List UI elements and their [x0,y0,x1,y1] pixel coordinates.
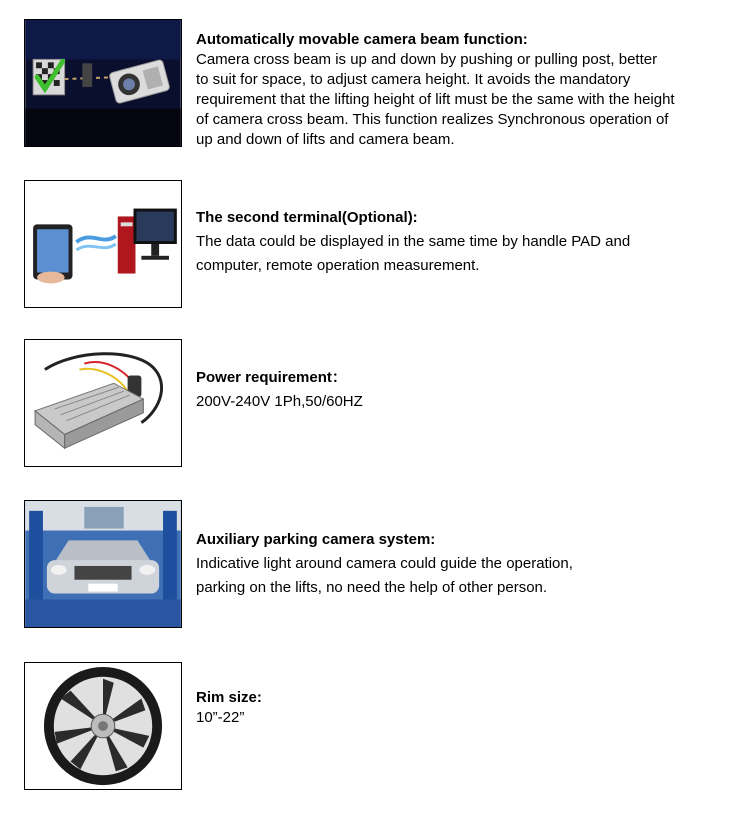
feature-description-line: to suit for space, to adjust camera height. It avoids the mandatory [196,71,631,88]
car-on-lift-icon [25,501,181,627]
feature-title: Power requirement： [196,369,347,386]
tablet-computer-image [24,180,182,308]
camera-beam-image [24,19,182,147]
feature-title: Rim size: [196,689,262,706]
feature-description-line: parking on the lifts, no need the help of other person. [196,579,548,596]
feature-description-line: of camera cross beam. This function realizes Synchronous operation of [196,111,669,128]
wheel-rim-image [24,662,182,790]
feature-title: Auxiliary parking camera system: [196,531,436,548]
feature-description-line: Camera cross beam is up and down by pushing or pulling post, better [196,51,658,68]
car-on-lift-image [24,500,182,628]
feature-description-line: Indicative light around camera could guide the operation, [196,555,573,572]
feature-description-line: up and down of lifts and camera beam. [196,131,455,148]
power-supply-icon [25,340,181,466]
feature-description-line: requirement that the lifting height of lift must be the same with the height [196,91,675,108]
wheel-rim-icon [25,663,181,789]
feature-description-line: 10”-22” [196,709,245,726]
camera-beam-icon [25,20,181,146]
feature-description-line: The data could be displayed in the same time by handle PAD and [196,233,631,250]
tablet-computer-icon [25,181,181,307]
feature-title: The second terminal(Optional): [196,209,418,226]
feature-description-line: 200V-240V 1Ph,50/60HZ [196,393,363,410]
feature-description-line: computer, remote operation measurement. [196,257,480,274]
power-supply-image [24,339,182,467]
feature-title: Automatically movable camera beam function: [196,31,528,48]
